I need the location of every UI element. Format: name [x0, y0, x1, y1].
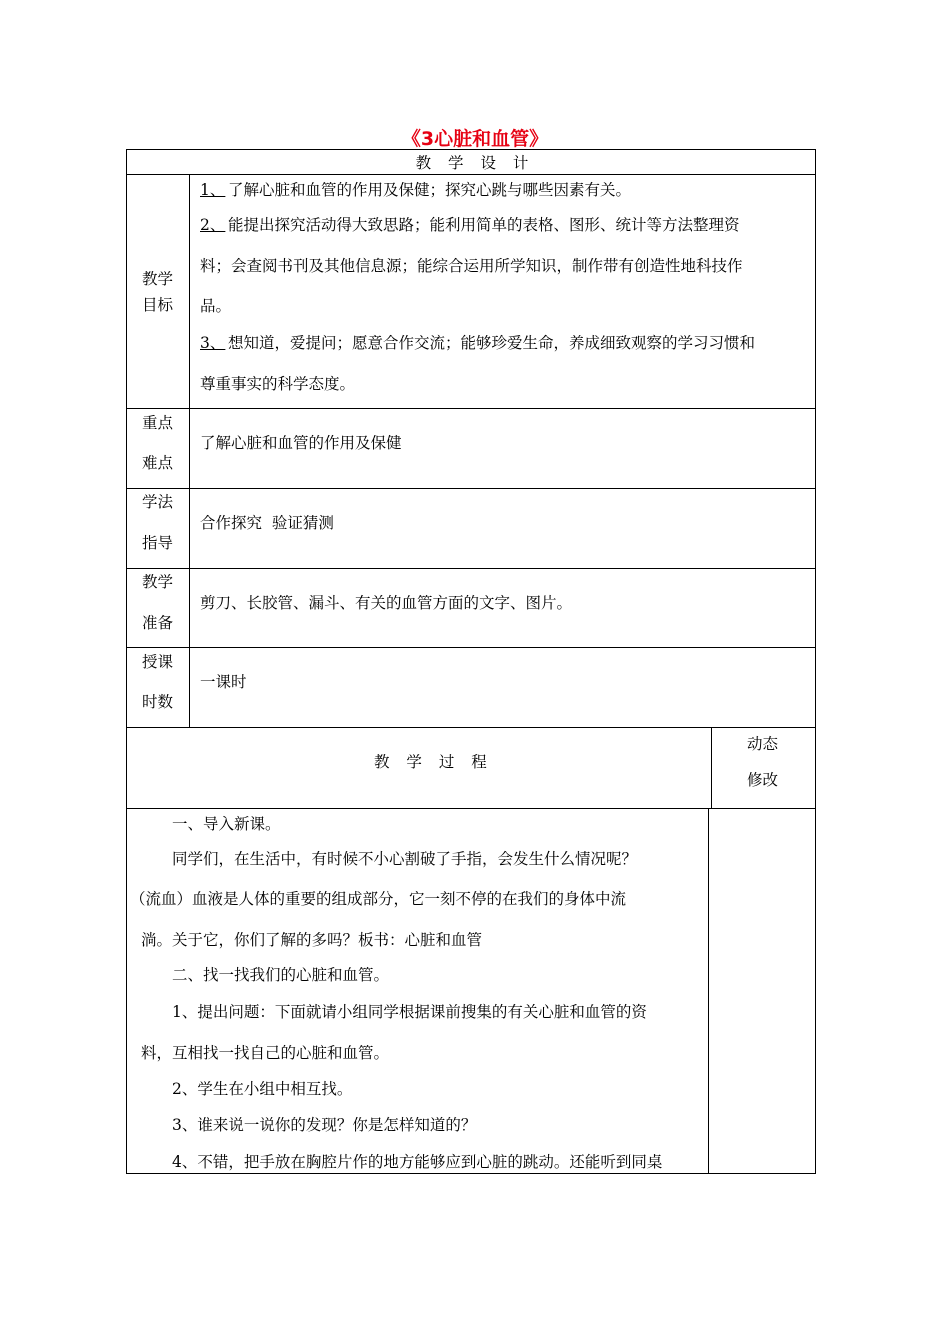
key-points-label: 重点 — [142, 414, 174, 432]
objective-1-number: 1、 — [200, 181, 226, 199]
objective-3-text: 尊重事实的科学态度。 — [200, 375, 356, 393]
process-line: 淌。关于它，你们了解的多吗？板书：心脏和血管 — [141, 931, 483, 949]
dynamic-label: 动态 — [747, 735, 779, 753]
preparation-label: 准备 — [142, 614, 174, 632]
key-points-content: 了解心脏和血管的作用及保健 — [200, 434, 402, 452]
objective-2-text: 料；会查阅书刊及其他信息源；能综合运用所学知识，制作带有创造性地科技作 — [200, 257, 743, 275]
hours-label: 授课 — [142, 653, 174, 671]
design-header: 教 学 设 计 — [415, 154, 535, 172]
row-divider — [126, 568, 816, 569]
process-line: 二、找一找我们的心脏和血管。 — [172, 966, 390, 984]
row-divider — [126, 808, 816, 809]
method-content: 合作探究 验证猜测 — [200, 514, 334, 532]
row-divider — [126, 727, 816, 728]
method-label: 学法 — [142, 493, 174, 511]
process-line: （流血）血液是人体的重要的组成部分，它一刻不停的在我们的身体中流 — [130, 890, 627, 908]
process-line: 3、谁来说一说你的发现？你是怎样知道的？ — [172, 1116, 477, 1134]
process-line: 4、不错，把手放在胸腔片作的地方能够应到心脏的跳动。还能听到同桌 — [172, 1153, 663, 1171]
objectives-label: 教学 — [142, 270, 174, 288]
process-line: 同学们，在生活中，有时候不小心割破了手指，会发生什么情况呢？ — [172, 850, 638, 868]
row-divider — [126, 174, 816, 175]
hours-content: 一课时 — [200, 673, 247, 691]
preparation-content: 剪刀、长胶管、漏斗、有关的血管方面的文字、图片。 — [200, 594, 573, 612]
row-divider — [126, 647, 816, 648]
process-line: 1、提出问题：下面就请小组同学根据课前搜集的有关心脏和血管的资 — [172, 1003, 647, 1021]
dynamic-column-divider — [711, 727, 712, 808]
objective-2-number: 2、 — [200, 216, 226, 234]
row-divider — [126, 488, 816, 489]
objective-1-text: 了解心脏和血管的作用及保健；探究心跳与哪些因素有关。 — [228, 181, 632, 199]
objective-2-text: 品。 — [200, 297, 232, 315]
process-line: 一、导入新课。 — [172, 815, 281, 833]
method-label: 指导 — [142, 534, 174, 552]
dynamic-column-divider — [708, 808, 709, 1173]
objectives-label: 目标 — [142, 296, 174, 314]
hours-label: 时数 — [142, 693, 174, 711]
row-divider — [126, 408, 816, 409]
label-column-divider — [189, 174, 190, 727]
document-title: 《3心脏和血管》 — [401, 128, 549, 150]
objective-2-text: 能提出探究活动得大致思路；能利用简单的表格、图形、统计等方法整理资 — [228, 216, 740, 234]
process-header: 教 学 过 程 — [374, 753, 493, 771]
process-line: 2、学生在小组中相互找。 — [172, 1080, 353, 1098]
process-line: 料，互相找一找自己的心脏和血管。 — [141, 1044, 390, 1062]
key-points-label: 难点 — [142, 454, 174, 472]
preparation-label: 教学 — [142, 573, 174, 591]
objective-3-number: 3、 — [200, 334, 226, 352]
dynamic-label: 修改 — [747, 771, 779, 789]
objective-3-text: 想知道，爱提问；愿意合作交流；能够珍爱生命，养成细致观察的学习习惯和 — [228, 334, 756, 352]
